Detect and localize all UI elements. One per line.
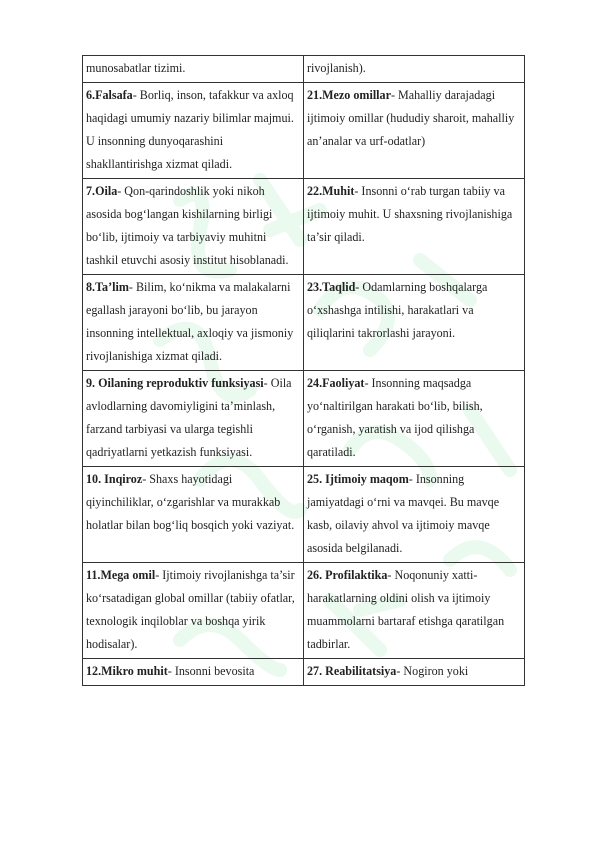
- term-label: 7.Oila: [86, 184, 118, 198]
- table-cell: [304, 563, 525, 659]
- table-row: [83, 371, 525, 467]
- term-label: 10. Inqiroz: [86, 472, 143, 486]
- glossary-table-body: [83, 56, 525, 686]
- term-label: 6.Falsafa: [86, 88, 133, 102]
- term-definition: - Insonni o‘rab turgan tabiiy va ijtimoiy muhit. U shaxsning rivojlanishiga ta’sir qiladi.: [307, 184, 513, 244]
- term-label: 24.Faoliyat: [307, 376, 365, 390]
- table-cell: [83, 56, 304, 83]
- term-definition: - Qon-qarindoshlik yoki nikoh asosida bog‘langan kishilarning birligi bo‘lib, ijtimoiy va tarbiyaviy muhitni tashkil etuvchi asosiy institut hisoblanadi.: [86, 184, 289, 267]
- table-cell: [83, 563, 304, 659]
- table-cell: [83, 83, 304, 179]
- term-definition: - Insonning maqsadga yo‘naltirilgan harakati bo‘lib, bilish, o‘rganish, yaratish va ijod qilishga qaratiladi.: [307, 376, 483, 459]
- term-label: 22.Muhit: [307, 184, 355, 198]
- table-cell: [83, 275, 304, 371]
- term-label: 23.Taqlid: [307, 280, 356, 294]
- table-cell: [304, 83, 525, 179]
- term-definition: - Nogiron yoki: [396, 664, 469, 678]
- table-cell: [83, 659, 304, 686]
- table-cell: [304, 179, 525, 275]
- table-row: [83, 659, 525, 686]
- table-cell: [304, 56, 525, 83]
- term-definition: - Odamlarning boshqalarga o‘xshashga intilishi, harakatlari va qiliqlarini takrorlashi jarayoni.: [307, 280, 488, 340]
- term-definition: munosabatlar tizimi.: [86, 61, 186, 75]
- term-definition: rivojlanish).: [307, 61, 366, 75]
- term-label: 8.Ta’lim: [86, 280, 129, 294]
- term-definition: - Bilim, ko‘nikma va malakalarni egallash jarayoni bo‘lib, bu jarayon insonning intellektual, axloqiy va jismoniy rivojlanishiga xizmat qiladi.: [86, 280, 294, 363]
- term-label: 21.Mezo omillar: [307, 88, 391, 102]
- table-cell: [304, 467, 525, 563]
- table-cell: [83, 371, 304, 467]
- table-row: [83, 275, 525, 371]
- term-label: 11.Mega omil: [86, 568, 156, 582]
- table-cell: [304, 275, 525, 371]
- term-label: 26. Profilaktika: [307, 568, 388, 582]
- table-row: [83, 467, 525, 563]
- table-cell: [83, 179, 304, 275]
- term-definition: - Shaxs hayotidagi qiyinchiliklar, o‘zgarishlar va murakkab holatlar bilan bog‘liq bosqich yoki vaziyat.: [86, 472, 295, 532]
- table-cell: [304, 371, 525, 467]
- term-definition: - Noqonuniy xatti-harakatlarning oldini olish va ijtimoiy muammolarni bartaraf etishga qaratilgan tadbirlar.: [307, 568, 505, 651]
- glossary-table: [82, 55, 525, 686]
- table-cell: [304, 659, 525, 686]
- table-row: [83, 56, 525, 83]
- table-row: [83, 83, 525, 179]
- term-definition: - Ijtimoiy rivojlanishga ta’sir ko‘rsatadigan global omillar (tabiiy ofatlar, texnologik inqiloblar va boshqa yirik hodisalar).: [86, 568, 295, 651]
- term-label: 25. Ijtimoiy maqom: [307, 472, 409, 486]
- term-definition: - Insonning jamiyatdagi o‘rni va mavqei. Bu mavqe kasb, oilaviy ahvol va ijtimoiy mavqe asosida belgilanadi.: [307, 472, 500, 555]
- term-definition: - Oila avlodlarning davomiyligini ta’minlash, farzand tarbiyasi va ularga tegishli qadriyatlarni yetkazish funksiyasi.: [86, 376, 292, 459]
- table-row: [83, 563, 525, 659]
- term-label: 9. Oilaning reproduktiv funksiyasi: [86, 376, 264, 390]
- term-label: 27. Reabilitatsiya: [307, 664, 397, 678]
- term-definition: - Insonni bevosita: [167, 664, 255, 678]
- table-row: [83, 179, 525, 275]
- table-cell: [83, 467, 304, 563]
- term-label: 12.Mikro muhit: [86, 664, 168, 678]
- term-definition: - Borliq, inson, tafakkur va axloq haqidagi umumiy nazariy bilimlar majmui. U insonning dunyoqarashini shakllantirishga xizmat qiladi.: [86, 88, 294, 171]
- term-definition: - Mahalliy darajadagi ijtimoiy omillar (hududiy sharoit, mahalliy an’analar va urf-odatlar): [307, 88, 515, 148]
